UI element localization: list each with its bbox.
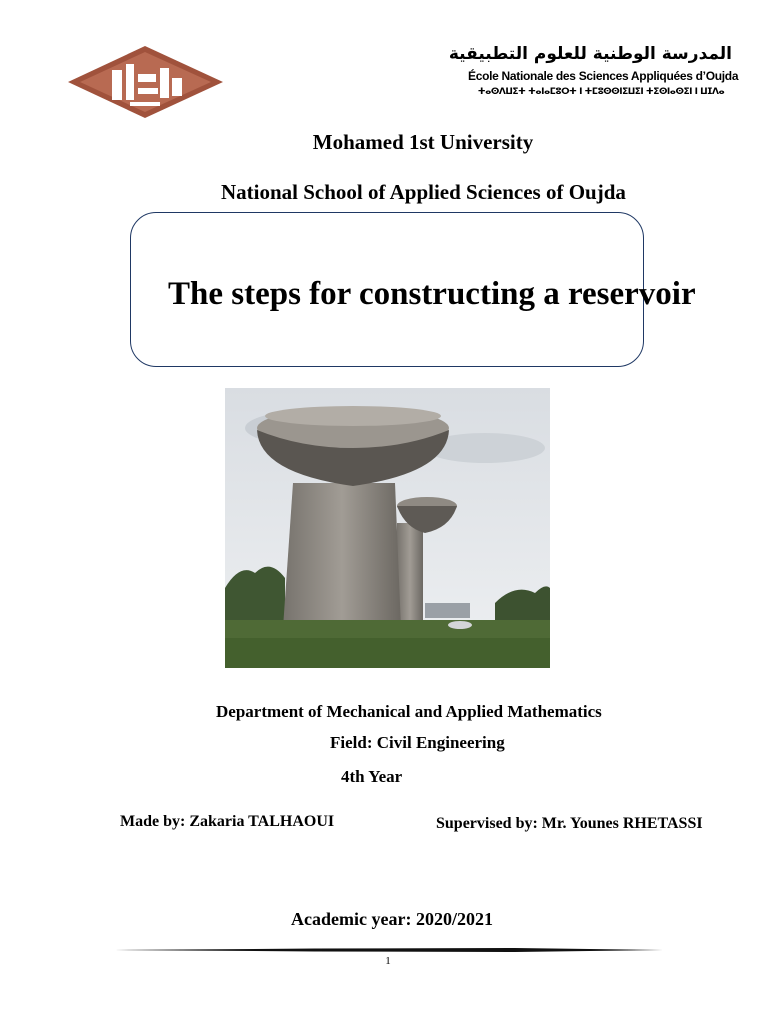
school-name-french: École Nationale des Sciences Appliquées d’Oujda [468, 69, 739, 83]
university-name: Mohamed 1st University [312, 130, 534, 154]
made-by: Made by: Zakaria TALHAOUI [120, 813, 335, 830]
document-title: The steps for constructing a reservoir [168, 276, 696, 312]
year: 4th Year [341, 767, 403, 786]
school-name-arabic: المدرسة الوطنية للعلوم التطبيقية [448, 44, 732, 64]
school-name-tifinagh: ⵜⴰⵙⴷⵡⵉⵜ ⵜⴰⵏⴰⵎⵓⵔⵜ ⵏ ⵜⵎⵓⵙⵙⵏⵉⵡⵉⵏ ⵜⵉⵙⵏⴰⵙⵉⵏ ⵏ ⵡⵊⴷⴰ [477, 87, 725, 97]
water-tower-photo [225, 388, 550, 668]
field: Field: Civil Engineering [330, 733, 505, 752]
page-number: 1 [385, 955, 391, 967]
school-name: National School of Applied Sciences of Oujda [221, 180, 626, 204]
supervised-by: Supervised by: Mr. Younes RHETASSI [436, 815, 703, 832]
academic-year: Academic year: 2020/2021 [291, 909, 493, 929]
department: Department of Mechanical and Applied Mathematics [216, 702, 602, 721]
ensao-logo-icon [68, 46, 223, 118]
